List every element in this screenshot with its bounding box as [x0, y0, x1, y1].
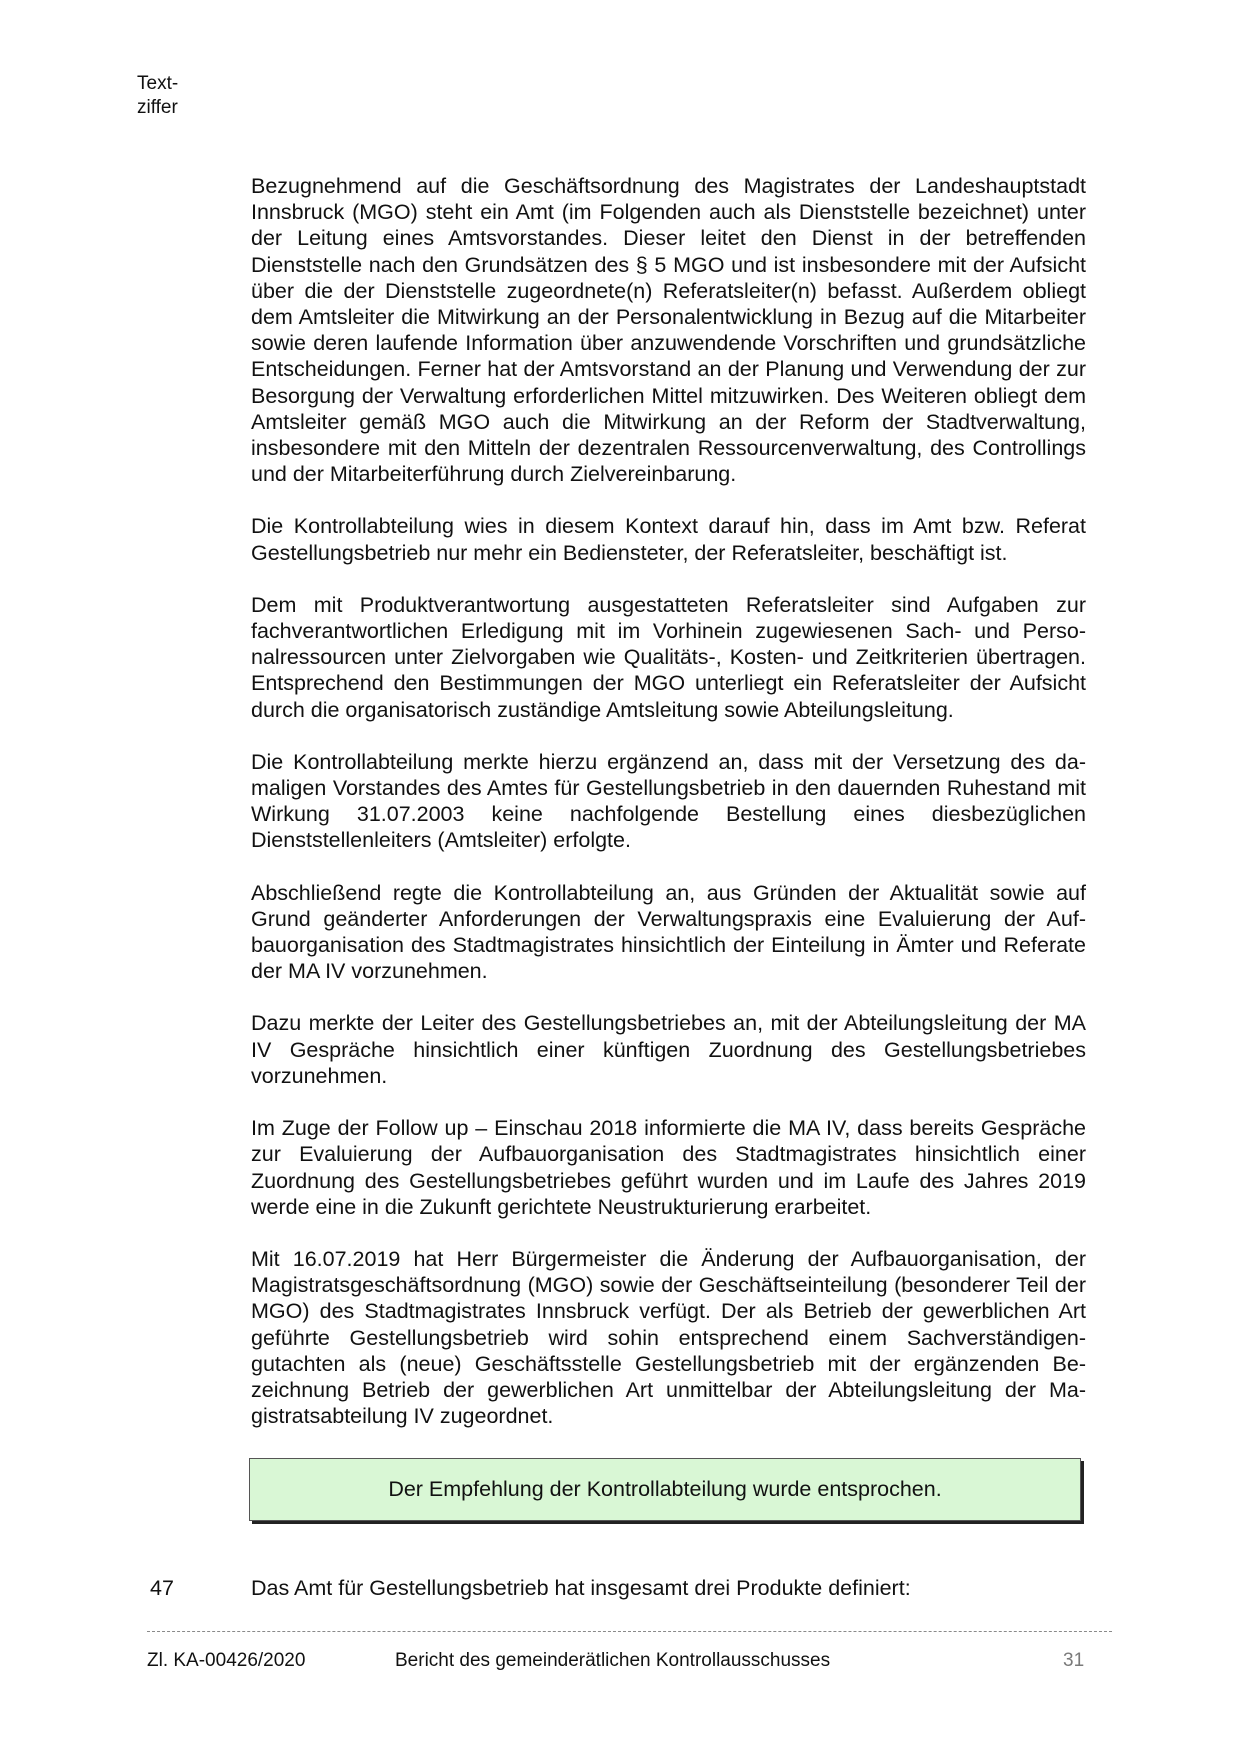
recommendation-status-text: Der Empfehlung der Kontrollabteilung wurde entsprochen. [388, 1477, 942, 1501]
margin-label-textziffer: Text- ziffer [137, 73, 179, 118]
recommendation-status-box [249, 1458, 1081, 1521]
paragraph-empfehlung: Abschließend regte die Kontrollabteilung an, aus Gründen der Aktualität sowie auf Grund geänderter Anforderungen der Verwaltungspraxis eine Evaluierung der Aufbauorganisation des Stadtmagistrates hinsichtlich der Einteilung in Ämter und Referate der MA IV vorzunehmen. [251, 880, 1086, 984]
textziffer-number: 47 [150, 1576, 174, 1600]
footer-divider [147, 1631, 1112, 1632]
paragraph-kontext: Die Kontrollabteilung wies in diesem Kontext darauf hin, dass im Amt bzw. Referat Gestellungsbetrieb nur mehr ein Bediensteter, der Referatsleiter, beschäftigt ist. [251, 514, 1086, 565]
paragraph-amtsvorstand: Bezugnehmend auf die Geschäftsordnung des Magistrates der Landeshauptstadt Innsbruck (MGO) steht ein Amt (im Folgenden auch als Dienststelle bezeichnet) unter der Leitung eines Amtsvorstandes. Dieser leitet den Dienst in der betreffenden Dienststelle nach den Grundsätzen des § 5 MGO und ist insbesondere mit der Aufsicht über die der Dienststelle zugeordnete(n) Referatsleiter(n) befasst. Außerdem obliegt dem Amtsleiter die Mitwirkung an der Personalentwicklung in Bezug auf die Mitarbeiter sowie deren laufende Information über anzuwendende Vorschriften und grundsätzliche Entscheidungen. Ferner hat der Amtsvorstand an der Planung und Verwendung der zur Besorgung der Verwaltung erforderlichen Mittel mitzuwirken. Des Weiteren obliegt dem Amtsleiter gemäß MGO auch die Mitwirkung an der Reform der Stadtverwaltung, insbesondere mit den Mitteln der dezentralen Ressourcenverwaltung, des Controllings und der Mitarbeiterführung durch Zielvereinbarung. [251, 174, 1086, 487]
paragraph-ruhestand: Die Kontrollabteilung merkte hierzu ergänzend an, dass mit der Versetzung des damaligen Vorstandes des Amtes für Gestellungsbetrieb in den dauernden Ruhestand mit Wirkung 31.07.2003 keine nachfolgende Bestellung eines diesbezüglichen Dienststellenleiters (Amtsleiter) erfolgte. [251, 749, 1086, 853]
textziffer-text: Das Amt für Gestellungsbetrieb hat insgesamt drei Produkte definiert: [251, 1576, 911, 1600]
footer-title: Bericht des gemeinderätlichen Kontrollausschusses [395, 1650, 831, 1671]
report-body [251, 173, 1086, 1455]
footer-reference: Zl. KA-00426/2020 [147, 1650, 306, 1671]
paragraph-referatsleiter: Dem mit Produktverantwortung ausgestatteten Referatsleiter sind Aufgaben zur fachverantwortlichen Erledigung mit im Vorhinein zugewiesenen Sach- und Personalressourcen unter Zielvorgaben wie Qualitäts-, Kosten- und Zeitkriterien übertragen. Entsprechend den Bestimmungen der MGO unterliegt ein Referatsleiter der Aufsicht durch die organisatorisch zuständige Amtsleitung sowie Abteilungsleitung. [251, 592, 1086, 722]
paragraph-follow-up: Im Zuge der Follow up – Einschau 2018 informierte die MA IV, dass bereits Gespräche zur Evaluierung der Aufbauorganisation des Stadtmagistrates hinsichtlich einer Zuordnung des Gestellungsbetriebes geführt wurden und im Laufe des Jahres 2019 werde eine in die Zukunft gerichtete Neustrukturierung erarbeitet. [251, 1116, 1086, 1219]
page-number: 31 [1063, 1650, 1085, 1671]
paragraph-stellungnahme: Dazu merkte der Leiter des Gestellungsbetriebes an, mit der Abteilungsleitung der MA IV Gespräche hinsichtlich einer künftigen Zuordnung des Gestellungsbetriebes vorzunehmen. [251, 1011, 1086, 1088]
paragraph-neuorganisation: Mit 16.07.2019 hat Herr Bürgermeister die Änderung der Aufbauorganisation, der Magistratsgeschäftsordnung (MGO) sowie der Geschäftseinteilung (besonderer Teil der MGO) des Stadtmagistrates Innsbruck verfügt. Der als Betrieb der gewerblichen Art geführte Gestellungsbetrieb wird sohin entsprechend einem Sachverständigengutachten als (neue) Geschäftsstelle Gestellungsbetrieb mit der ergänzenden Bezeichnung Betrieb der gewerblichen Art unmittelbar der Abteilungsleitung der Magistratsabteilung IV zugeordnet. [251, 1246, 1086, 1429]
